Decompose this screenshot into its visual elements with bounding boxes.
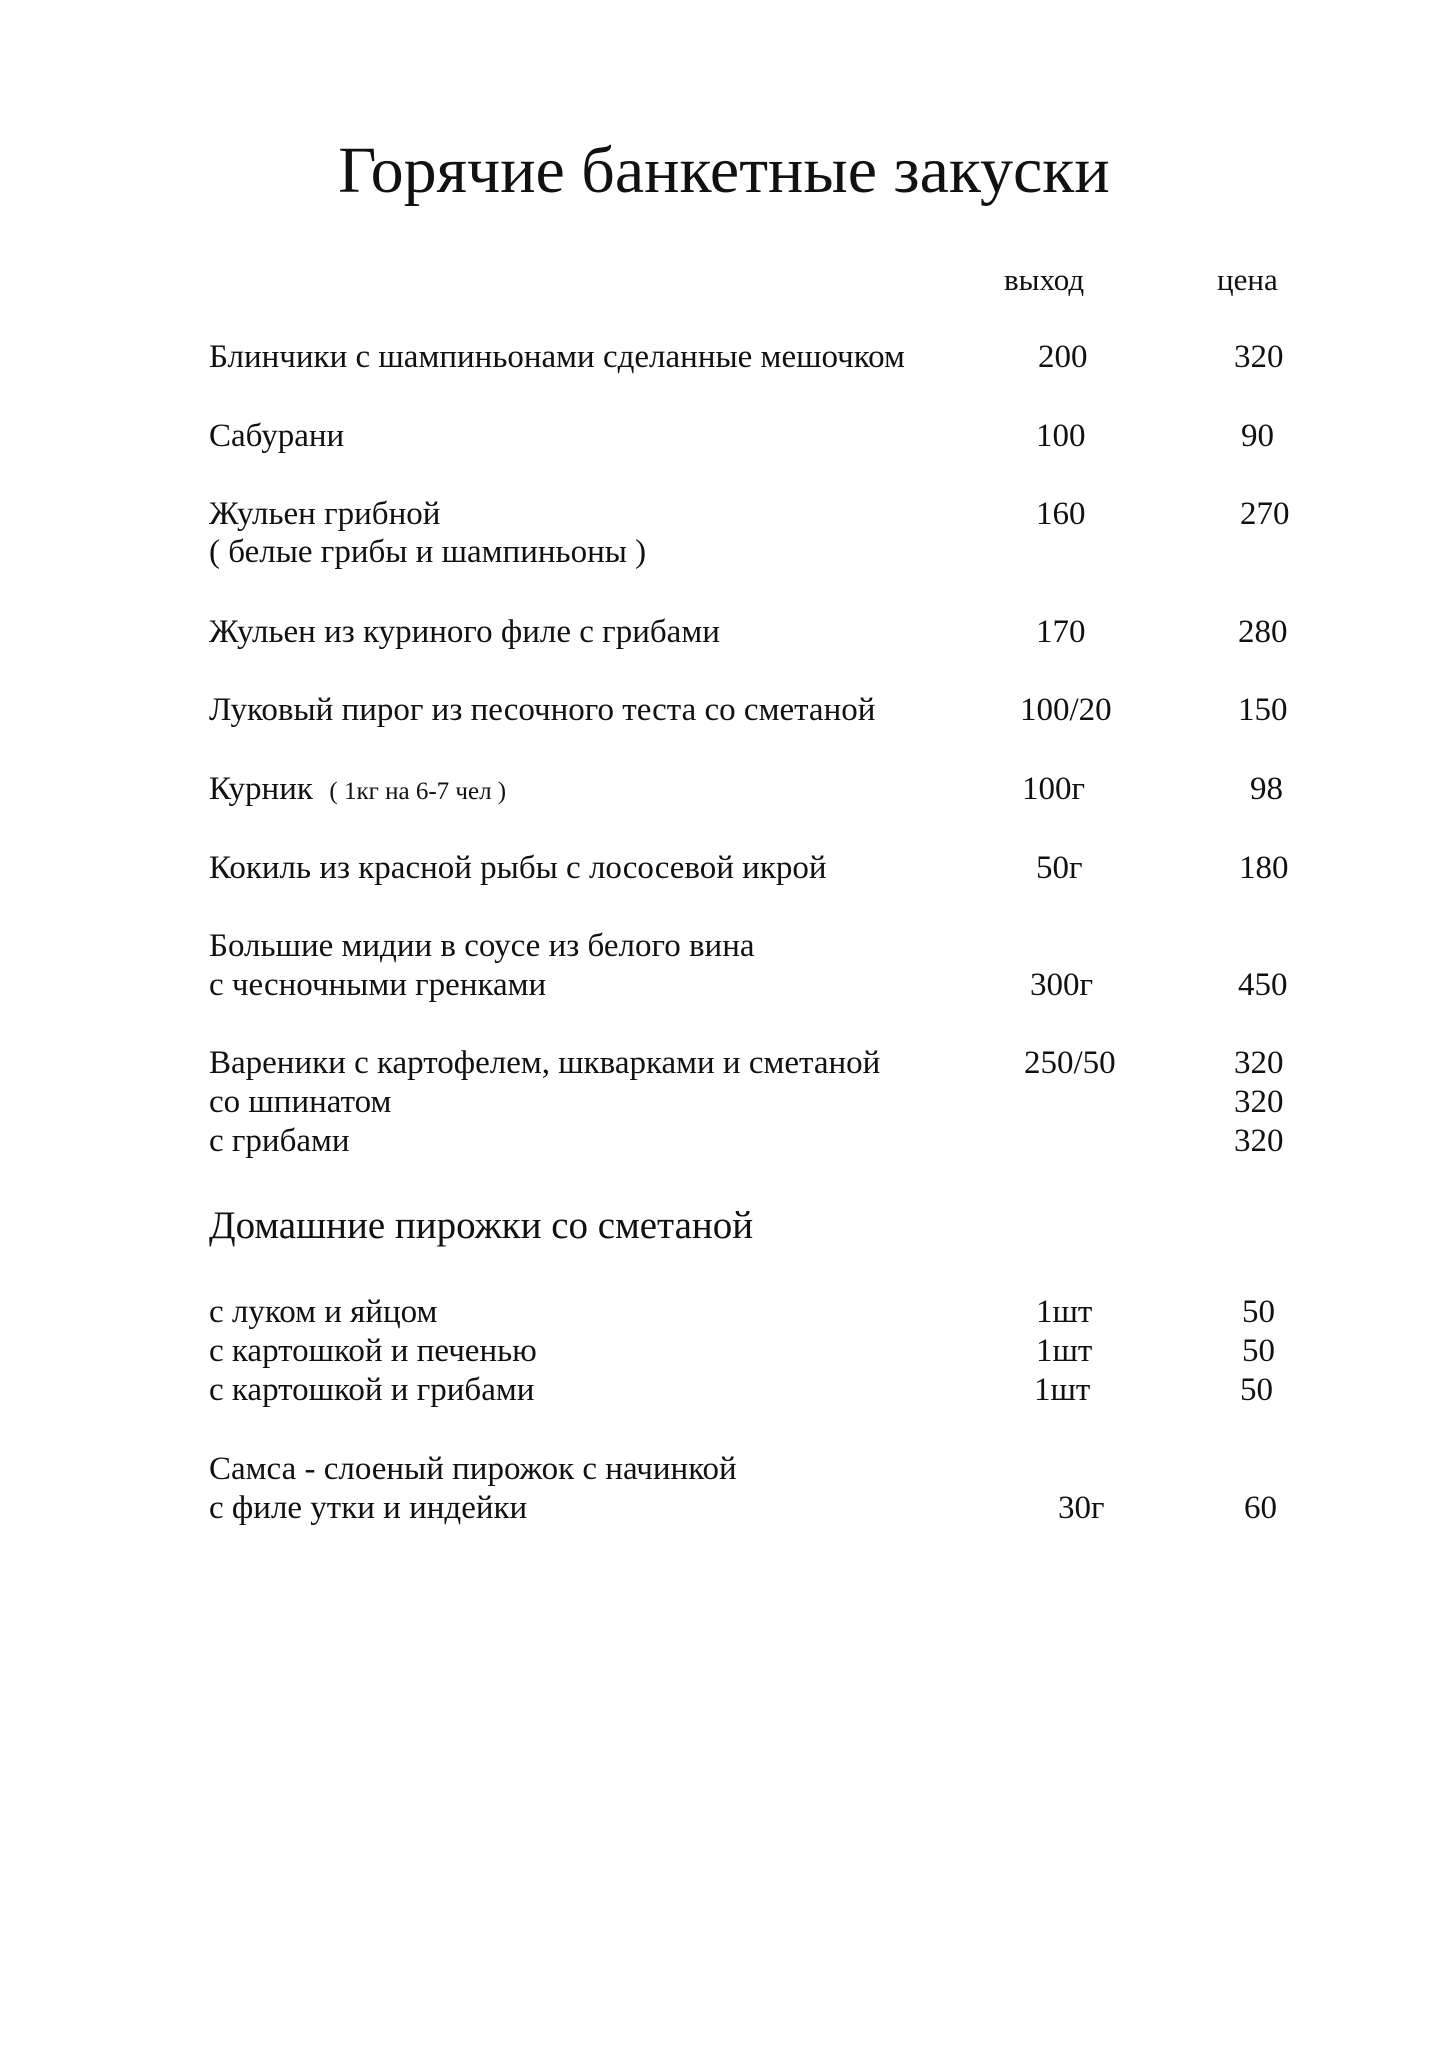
item-output: 30г: [1058, 1490, 1105, 1526]
item-output: 100/20: [1020, 692, 1112, 728]
item-name-row: [209, 773, 506, 806]
item-price: 50: [1242, 1333, 1275, 1369]
item-output: 100: [1036, 418, 1086, 454]
item-price: 320: [1234, 339, 1284, 375]
item-name: Луковый пирог из песочного теста со сметаной: [209, 692, 876, 728]
item-output: 300г: [1030, 967, 1094, 1003]
item-price: 50: [1240, 1372, 1273, 1408]
item-name-line2: с филе утки и индейки: [209, 1490, 528, 1526]
item-output: 100г: [1022, 771, 1086, 807]
item-output: 1шт: [1036, 1294, 1093, 1330]
item-output: 250/50: [1024, 1045, 1116, 1081]
item-price: 50: [1242, 1294, 1275, 1330]
item-name: Блинчики с шампиньонами сделанные мешочком: [209, 339, 905, 375]
item-variant-name: со шпинатом: [209, 1084, 392, 1120]
item-name: Сабурани: [209, 418, 345, 454]
item-price: 320: [1234, 1045, 1284, 1081]
item-price: 98: [1250, 771, 1283, 807]
section-heading: Домашние пирожки со сметаной: [209, 1204, 754, 1247]
item-name: Вареники с картофелем, шкварками и сметаной: [209, 1045, 881, 1081]
item-output: 1шт: [1036, 1333, 1093, 1369]
item-name: Кокиль из красной рыбы с лососевой икрой: [209, 850, 827, 886]
item-output: 160: [1036, 496, 1086, 532]
item-price: 60: [1244, 1490, 1277, 1526]
item-note: ( 1кг на 6-7 чел ): [329, 778, 507, 805]
item-variant-price: 320: [1234, 1123, 1284, 1159]
item-price: 150: [1238, 692, 1288, 728]
item-name-line2: с чесночными гренками: [209, 967, 547, 1003]
page-title: Горячие банкетные закуски: [338, 134, 1110, 207]
column-header-price: цена: [1217, 262, 1278, 297]
item-price: 280: [1238, 614, 1288, 650]
item-price: 90: [1241, 418, 1274, 454]
item-variant-price: 320: [1234, 1084, 1284, 1120]
item-output: 1шт: [1034, 1372, 1091, 1408]
item-name: Жульен из куриного филе с грибами: [209, 614, 720, 650]
item-output: 170: [1036, 614, 1086, 650]
item-name: Самса - слоеный пирожок с начинкой: [209, 1451, 737, 1487]
column-header-output: выход: [1004, 262, 1085, 297]
item-name: Курник: [209, 771, 313, 807]
item-output: 50г: [1036, 850, 1083, 886]
item-output: 200: [1038, 339, 1088, 375]
item-name: Большие мидии в соусе из белого вина: [209, 928, 755, 964]
item-price: 450: [1238, 967, 1288, 1003]
item-price: 270: [1240, 496, 1290, 532]
item-name: Жульен грибной: [209, 496, 441, 532]
item-variant-name: с грибами: [209, 1123, 350, 1159]
item-note: ( белые грибы и шампиньоны ): [209, 534, 647, 570]
item-name: с луком и яйцом: [209, 1294, 438, 1330]
item-price: 180: [1239, 850, 1289, 886]
item-name: с картошкой и печенью: [209, 1333, 537, 1369]
item-name: с картошкой и грибами: [209, 1372, 535, 1408]
